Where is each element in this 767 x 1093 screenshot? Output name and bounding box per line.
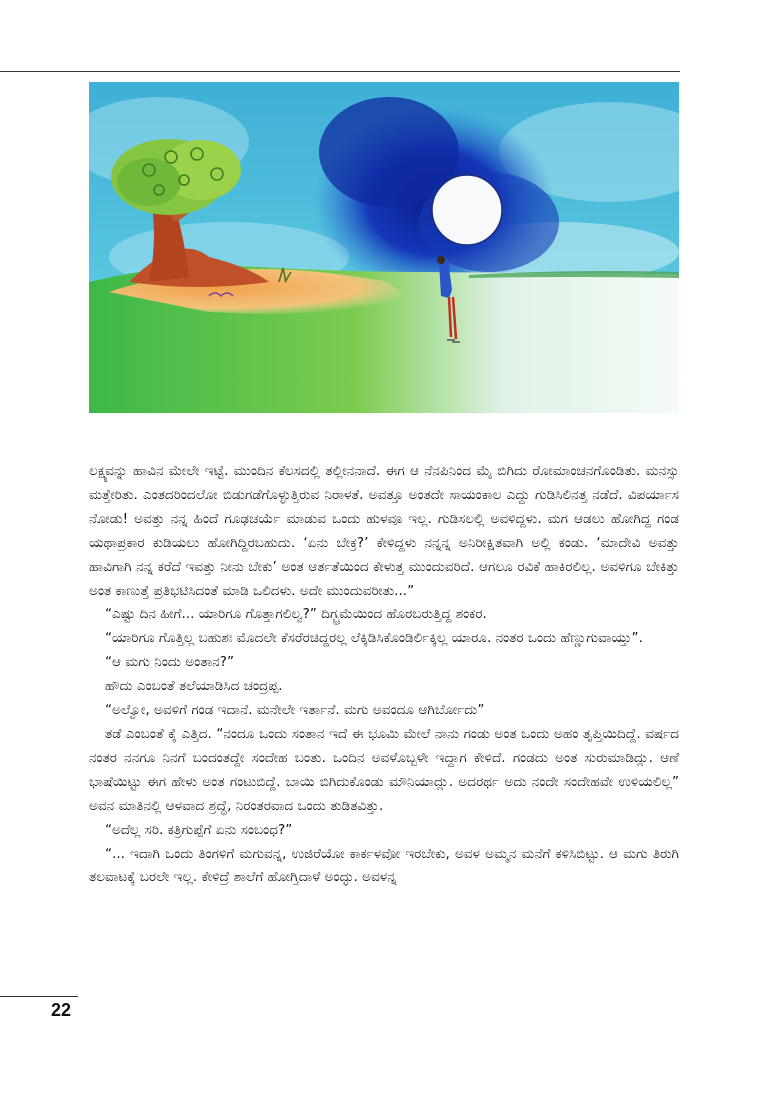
paragraph-2: “ಎಷ್ಟು ದಿನ ಹೀಗೆ... ಯಾರಿಗೂ ಗೊತ್ತಾಗಲಿಲ್ವ?” ದಿಗ್ಭ್ರಮೆಯಿಂದ ಹೊರಬರುತ್ತಿದ್ದ ಶಂಕರ. xyxy=(105,606,487,623)
watercolor-illustration xyxy=(89,82,679,413)
header-rule xyxy=(0,71,680,72)
paragraph-9: “... ಇದಾಗಿ ಒಂದು ತಿಂಗಳಿಗೆ ಮಗುವನ್ನ, ಉಜಿರೆಯೋ ಕಾರ್ಕಳವೋ ಇರಬೇಕು, ಅವಳ ಅಮ್ಮನ ಮನೆಗೆ ಕಳಿಸಿಬಿಟ್ಟು. ಆ ಮಗು ತಿರುಗಿ ತಲವಾಟಕ್ಕೆ ಬರಲೇ ಇಲ್ಲ. ಕೇಳಿದ್ರೆ ಶಾಲೆಗೆ ಹೋಗ್ತಿದಾಳೆ ಅಂದ್ಳು. ಅವಳನ್ನ xyxy=(89,845,679,886)
paragraph-3: “ಯಾರಿಗೂ ಗೊತ್ತಿಲ್ಲ ಬಹುಶಃ ಮೊದಲೇ ಕೆಸರೆರಚಿದ್ದರಲ್ಲ ಲೆಕ್ಕಿಡಿಸಿಕೊಂಡಿರ್ಲಿಕ್ಕಿಲ್ಲ ಯಾರೂ. ನಂತರ ಒಂದು ಹೆಣ್ಣುಗುವಾಯ್ತು”. xyxy=(105,630,643,647)
paragraph-7: ತಡೆ ಎಂಬಂತೆ ಕೈ ಎತ್ತಿದ. “ನಂದೂ ಒಂದು ಸಂತಾನ ಇದೆ ಈ ಭೂಮಿ ಮೇಲೆ ನಾನು ಗಂಡು ಅಂತ ಒಂದು ಅಹಂ ತೃಪ್ತಿಯಿದಿದ್ದೆ. ವರ್ಷದ ನಂತರ ನನಗೂ ನಿನಗೆ ಬಂದಂತದ್ದೇ ಸಂದೇಹ ಬಂತು. ಒಂದಿನ ಅವಳೊಬ್ಬಳೇ ಇದ್ದಾಗ ಕೇಳಿದೆ. ಗಂಡದು ಅಂತ ಸುರುಮಾಡಿದ್ಲು. ಆಣೆ ಭಾಷೆಯಿಟ್ಟು ಈಗ ಹೇಳು ಅಂತ ಗಂಟುಬಿದ್ದೆ. ಬಾಯಿ ಬಿಗಿದುಕೊಂಡು ಮೌನಿಯಾದ್ಲು. ಅದರರ್ಥ ಅದು ನಂದೇ ಸಂದೇಹವೇ ಉಳಿಯಲಿಲ್ಲ” ಅವನ ಮಾತಿನಲ್ಲಿ ಆಳವಾದ ಶ್ರದ್ಧೆ, ನಿರಂತರವಾದ ಒಂದು ತುಡಿತವಿತ್ತು. xyxy=(89,725,679,814)
footer-rule xyxy=(0,996,78,997)
paragraph-1: ಲಕ್ಷ್ಯವನ್ನು ಹಾವಿನ ಮೇಲೇ ಇಟ್ಟೆ. ಮುಂದಿನ ಕೆಲಸದಲ್ಲಿ ತಲ್ಲೀನನಾದೆ. ಈಗ ಆ ನೆನಪಿನಿಂದ ಮೈ ಬಿಗಿದು ರೋಮಾಂಚನಗೊಂಡಿತು. ಮನಸ್ಸು ಮತ್ತೇರಿತು. ಎಂತದರಿಂದಲೋ ಬಿಡುಗಡೆಗೊಳ್ಳುತ್ತಿರುವ ನಿರಾಳತೆ. ಅವತ್ತೂ ಅಂತದೇ ಸಾಯಂಕಾಲ ಎದ್ದು ಗುಡಿಸಿಲಿನತ್ತ ನಡೆದೆ. ವಿಪರ್ಯಾಸ ನೋಡು! ಅವತ್ತು ನನ್ನ ಹಿಂದೆ ಗೂಢಚರ್ಯೆ ಮಾಡುವ ಒಂದು ಹುಳವೂ ಇಲ್ಲ. ಗುಡಿಸಲಲ್ಲಿ ಅವಳಿದ್ದಳು. ಮಗ ಆಡಲು ಹೋಗಿದ್ದ ಗಂಡ ಯಥಾಪ್ರಕಾರ ಕುಡಿಯಲು ಹೋಗಿದ್ದಿರಬಹುದು. ‘ಏನು ಬೇಕ್ರ?’ ಕೇಳಿದ್ದಳು ನನ್ನನ್ನ ಅನಿರೀಕ್ಷಿತವಾಗಿ ಅಲ್ಲಿ ಕಂಡು. ‘ಮಾದೇವಿ ಅವತ್ತು ಹಾವಿಗಾಗಿ ನನ್ನ ಕರೆದೆ ಇವತ್ತು ನೀನು ಬೇಕು’ ಅಂತ ಆರ್ತತೆಯಿಂದ ಕೇಳುತ್ತ ಮುಂದುವರಿದೆ. ಆಗಲೂ ರವಿಕೆ ಹಾಕಿರಲಿಲ್ಲ. ಅವಳಿಗೂ ಬೇಕಿತ್ತು ಅಂತ ಕಾಣುತ್ತೆ ಪ್ರತಿಭಟಿಸಿದಂತೆ ಮಾಡಿ ಒಲಿದಳು. ಅದೇ ಮುಂದುವರೀತು...” xyxy=(89,463,679,599)
page-number: 22 xyxy=(51,1000,72,1020)
paragraph-4: “ಆ ಮಗು ನಿಂದು ಅಂತಾನ?” xyxy=(105,654,235,671)
paragraph-8: “ಅದೆಲ್ಲ ಸರಿ. ಕತ್ರಿಗುಪ್ಪೆಗೆ ಏನು ಸಂಬಂಧ?” xyxy=(105,821,293,838)
paragraph-6: “ಅಲ್ವೋ, ಅವಳಿಗೆ ಗಂಡ ಇದಾನೆ. ಮನೇಲೇ ಇರ್ತಾನೆ. ಮಗು ಅವಂದೂ ಆಗಿರ್ಬೋದು” xyxy=(105,702,485,719)
story-text xyxy=(89,460,679,890)
paragraph-5: ಹೌದು ಎಂಬಂತೆ ತಲೆಯಾಡಿಸಿದ ಚಂದ್ರಪ್ಪ. xyxy=(105,678,283,695)
